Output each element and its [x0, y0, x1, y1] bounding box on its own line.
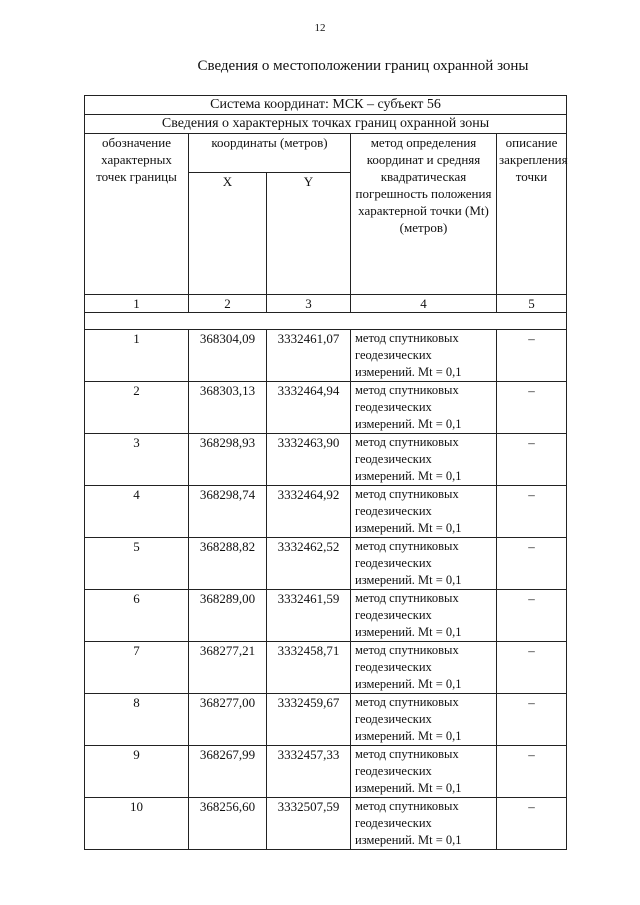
- col-number-2: 2: [189, 295, 267, 313]
- point-cell: 10: [85, 798, 189, 850]
- y-coordinate-cell: 3332462,52: [267, 538, 351, 590]
- method-cell: метод спутниковых геодезических измерений. Mt = 0,1: [351, 330, 497, 382]
- y-coordinate-cell: 3332457,33: [267, 746, 351, 798]
- description-cell: –: [497, 486, 567, 538]
- description-cell: –: [497, 642, 567, 694]
- x-coordinate-cell: 368277,21: [189, 642, 267, 694]
- y-coordinate-cell: 3332461,07: [267, 330, 351, 382]
- spacer-cell: [85, 313, 567, 330]
- table-row: [85, 382, 567, 434]
- table-row: [85, 798, 567, 850]
- point-cell: 7: [85, 642, 189, 694]
- y-coordinate-cell: 3332461,59: [267, 590, 351, 642]
- description-cell: –: [497, 798, 567, 850]
- x-coordinate-cell: 368289,00: [189, 590, 267, 642]
- header-coords-label: координаты (метров): [211, 135, 328, 150]
- col-number-3: 3: [267, 295, 351, 313]
- method-cell: метод спутниковых геодезических измерений. Mt = 0,1: [351, 538, 497, 590]
- coord-system-banner: Система координат: МСК – субъект 56: [85, 96, 567, 115]
- description-cell: –: [497, 694, 567, 746]
- x-coordinate-cell: 368288,82: [189, 538, 267, 590]
- table-row: [85, 590, 567, 642]
- point-cell: 4: [85, 486, 189, 538]
- y-coordinate-cell: 3332464,92: [267, 486, 351, 538]
- boundary-points-table: [84, 95, 567, 850]
- description-cell: –: [497, 746, 567, 798]
- description-cell: –: [497, 330, 567, 382]
- x-coordinate-cell: 368277,00: [189, 694, 267, 746]
- point-cell: 1: [85, 330, 189, 382]
- description-cell: –: [497, 434, 567, 486]
- description-cell: –: [497, 538, 567, 590]
- page-number: 12: [314, 22, 326, 34]
- point-cell: 8: [85, 694, 189, 746]
- document-title: Сведения о местоположении границ охранной зоны: [197, 58, 529, 74]
- method-cell: метод спутниковых геодезических измерений. Mt = 0,1: [351, 798, 497, 850]
- section-title-banner: Сведения о характерных точках границ охранной зоны: [85, 115, 567, 134]
- table-row: [85, 746, 567, 798]
- table-row: [85, 486, 567, 538]
- point-cell: 5: [85, 538, 189, 590]
- y-coordinate-cell: 3332507,59: [267, 798, 351, 850]
- point-cell: 9: [85, 746, 189, 798]
- y-coordinate-cell: 3332458,71: [267, 642, 351, 694]
- method-cell: метод спутниковых геодезических измерений. Mt = 0,1: [351, 382, 497, 434]
- x-coordinate-cell: 368298,74: [189, 486, 267, 538]
- col-number-4: 4: [351, 295, 497, 313]
- description-cell: –: [497, 590, 567, 642]
- description-cell: –: [497, 382, 567, 434]
- method-cell: метод спутниковых геодезических измерений. Mt = 0,1: [351, 590, 497, 642]
- point-cell: 6: [85, 590, 189, 642]
- method-cell: метод спутниковых геодезических измерений. Mt = 0,1: [351, 642, 497, 694]
- x-coordinate-cell: 368267,99: [189, 746, 267, 798]
- x-coordinate-cell: 368303,13: [189, 382, 267, 434]
- x-coordinate-cell: 368304,09: [189, 330, 267, 382]
- method-cell: метод спутниковых геодезических измерений. Mt = 0,1: [351, 746, 497, 798]
- method-cell: метод спутниковых геодезических измерений. Mt = 0,1: [351, 434, 497, 486]
- y-coordinate-cell: 3332464,94: [267, 382, 351, 434]
- header-x: X: [189, 173, 267, 295]
- column-number-row: [85, 295, 567, 313]
- header-designation: обозначение характерных точек границы: [85, 134, 189, 295]
- col-number-5: 5: [497, 295, 567, 313]
- method-cell: метод спутниковых геодезических измерений. Mt = 0,1: [351, 486, 497, 538]
- method-cell: метод спутниковых геодезических измерений. Mt = 0,1: [351, 694, 497, 746]
- table-row: [85, 434, 567, 486]
- spacer-row: [85, 313, 567, 330]
- table-row: [85, 694, 567, 746]
- x-coordinate-cell: 368256,60: [189, 798, 267, 850]
- header-coords: [189, 134, 351, 173]
- point-cell: 2: [85, 382, 189, 434]
- table-row: [85, 538, 567, 590]
- y-coordinate-cell: 3332459,67: [267, 694, 351, 746]
- x-coordinate-cell: 368298,93: [189, 434, 267, 486]
- y-coordinate-cell: 3332463,90: [267, 434, 351, 486]
- col-number-1: 1: [85, 295, 189, 313]
- point-cell: 3: [85, 434, 189, 486]
- header-description: описание закрепления точки: [497, 134, 567, 295]
- table-row: [85, 642, 567, 694]
- header-y: Y: [267, 173, 351, 295]
- header-method: метод определения координат и средняя квадратическая погрешность положения характерной точки (Mt) (метров): [351, 134, 497, 295]
- table-row: [85, 330, 567, 382]
